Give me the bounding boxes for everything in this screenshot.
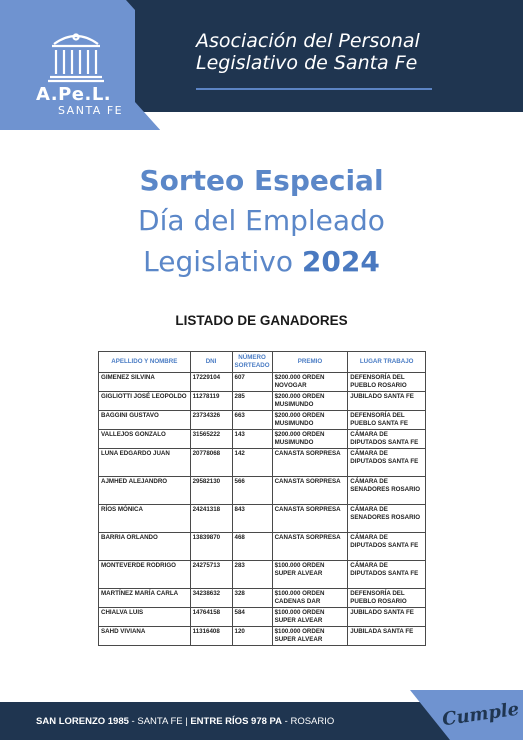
cell-workplace: JUBILADO SANTA FE [348,392,426,411]
cell-name: CHIALVA LUIS [99,608,191,627]
logo [0,0,160,130]
table-row [99,411,426,430]
table-row [99,533,426,561]
cell-prize: $200.000 ORDEN MUSIMUNDO [272,392,348,411]
cell-number: 584 [232,608,272,627]
table-row [99,477,426,505]
cell-number: 120 [232,627,272,646]
title-line1: Sorteo Especial [139,164,384,197]
column-header-workplace: LUGAR TRABAJO [348,352,426,373]
cell-prize: $100.000 ORDEN SUPER ALVEAR [272,627,348,646]
cell-workplace: CÁMARA DE SENADORES ROSARIO [348,505,426,533]
cell-workplace: CÁMARA DE SENADORES ROSARIO [348,477,426,505]
cell-prize: $200.000 ORDEN MUSIMUNDO [272,411,348,430]
address-santa-fe-city: - SANTA FE [128,716,183,727]
cell-dni: 23734326 [190,411,232,430]
cell-name: MONTEVERDE RODRIGO [99,561,191,589]
cell-name: AJMHED ALEJANDRO [99,477,191,505]
table-row [99,561,426,589]
address-rosario-city: - ROSARIO [282,716,335,727]
cell-workplace: JUBILADA SANTA FE [348,627,426,646]
cell-name: VALLEJOS GONZALO [99,430,191,449]
cell-prize: $100.000 ORDEN SUPER ALVEAR [272,608,348,627]
cell-dni: 14764158 [190,608,232,627]
cell-name: GIGLIOTTI JOSÉ LEOPOLDO [99,392,191,411]
title-line2: Día del Empleado [138,204,385,237]
column-header-name: APELLIDO Y NOMBRE [99,352,191,373]
logo-subtitle: SANTA FE [58,104,124,117]
cell-name: SAHD VIVIANA [99,627,191,646]
cell-number: 328 [232,589,272,608]
cell-dni: 11278119 [190,392,232,411]
cell-prize: $200.000 ORDEN NOVOGAR [272,373,348,392]
cell-workplace: CÁMARA DE DIPUTADOS SANTA FE [348,533,426,561]
cell-prize: CANASTA SORPRESA [272,477,348,505]
address-rosario: ENTRE RÍOS 978 PA [190,716,283,727]
cell-number: 607 [232,373,272,392]
cell-name: GIMENEZ SILVINA [99,373,191,392]
cell-name: BARRIA ORLANDO [99,533,191,561]
table-row [99,392,426,411]
cell-dni: 29582130 [190,477,232,505]
table-row [99,373,426,392]
cell-number: 283 [232,561,272,589]
cell-workplace: JUBILADO SANTA FE [348,608,426,627]
cell-dni: 24275713 [190,561,232,589]
cell-workplace: DEFENSORÍA DEL PUEBLO SANTA FE [348,411,426,430]
cell-number: 468 [232,533,272,561]
table-header-row [99,352,426,373]
winners-table [98,351,426,646]
title-line3 [0,245,523,278]
cell-dni: 31565222 [190,430,232,449]
cell-workplace: DEFENSORÍA DEL PUEBLO ROSARIO [348,373,426,392]
logo-title: A.Pe.L. [36,84,112,105]
cell-prize: $100.000 ORDEN CADENAS DAR [272,589,348,608]
cell-dni: 13839870 [190,533,232,561]
organization-name-line2: Legislativo de Santa Fe [196,52,418,74]
table-row [99,627,426,646]
cell-name: MARTÍNEZ MARÍA CARLA [99,589,191,608]
cumple-badge-text: Cumple [440,698,521,731]
cell-workplace: DEFENSORÍA DEL PUEBLO ROSARIO [348,589,426,608]
footer-addresses [36,716,334,727]
cell-prize: CANASTA SORPRESA [272,533,348,561]
cell-number: 142 [232,449,272,477]
cell-workplace: CÁMARA DE DIPUTADOS SANTA FE [348,430,426,449]
cell-name: BAGGINI GUSTAVO [99,411,191,430]
cell-number: 566 [232,477,272,505]
cell-dni: 34238632 [190,589,232,608]
address-santa-fe: SAN LORENZO 1985 [36,716,129,727]
cell-number: 843 [232,505,272,533]
winners-list-heading: LISTADO DE GANADORES [175,313,348,328]
cell-dni: 17229104 [190,373,232,392]
cell-prize: $200.000 ORDEN MUSIMUNDO [272,430,348,449]
cell-prize: CANASTA SORPRESA [272,505,348,533]
header-divider [196,88,432,90]
cell-prize: $100.000 ORDEN SUPER ALVEAR [272,561,348,589]
cell-number: 143 [232,430,272,449]
building-columns-icon [46,26,106,84]
cell-dni: 11316408 [190,627,232,646]
table-row [99,449,426,477]
table-row [99,505,426,533]
address-separator: | [182,716,191,727]
cell-name: RÍOS MÓNICA [99,505,191,533]
column-header-dni: DNI [190,352,232,373]
cell-number: 663 [232,411,272,430]
organization-name [196,30,456,74]
cell-number: 285 [232,392,272,411]
title-year: 2024 [301,245,380,278]
cell-dni: 20778068 [190,449,232,477]
cell-workplace: CÁMARA DE DIPUTADOS SANTA FE [348,561,426,589]
table-row [99,608,426,627]
table-row [99,589,426,608]
table-row [99,430,426,449]
column-header-prize: PREMIO [272,352,348,373]
cell-dni: 24241318 [190,505,232,533]
column-header-number: NÚMERO SORTEADO [232,352,272,373]
cell-workplace: CÁMARA DE DIPUTADOS SANTA FE [348,449,426,477]
organization-name-line1: Asociación del Personal [196,30,420,52]
cell-prize: CANASTA SORPRESA [272,449,348,477]
cell-name: LUNA EDGARDO JUAN [99,449,191,477]
title-line3-text: Legislativo [143,245,302,278]
